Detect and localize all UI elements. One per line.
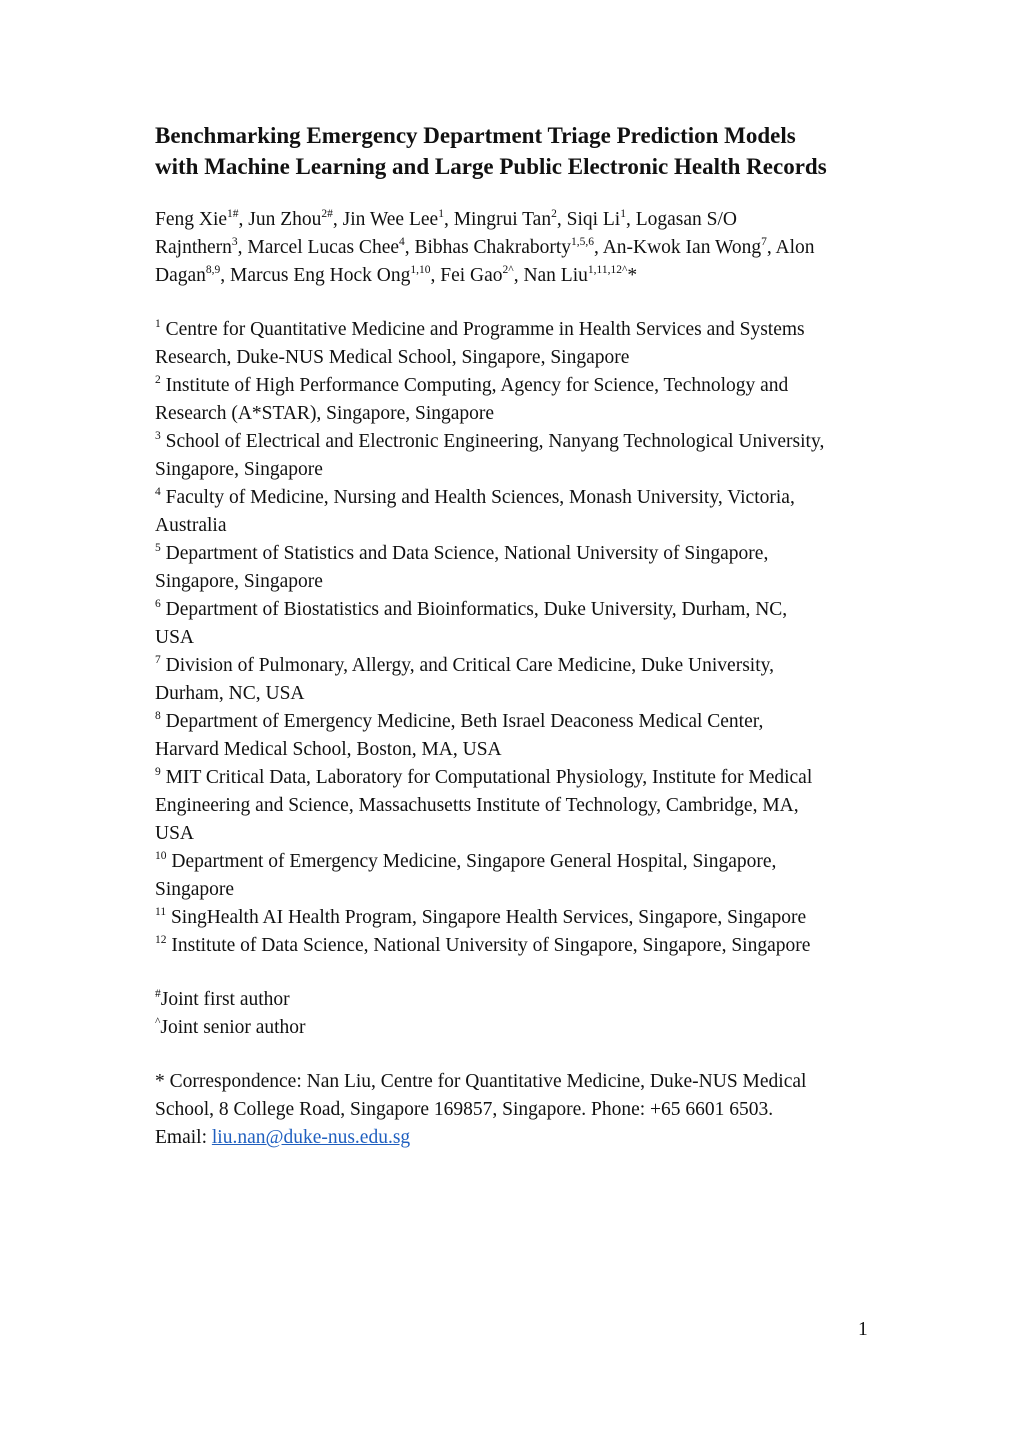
author-name-text: , Jun Zhou [238,209,322,230]
affiliation-line [155,624,885,652]
author-affiliation-marker: 1 [438,208,444,220]
affiliation-text: SingHealth AI Health Program, Singapore Health Services, Singapore, Singapore [170,907,807,928]
note-text: Joint first author [160,989,290,1010]
paper-title-line: Benchmarking Emergency Department Triage Prediction Models [155,123,796,148]
affiliation-item [155,596,885,652]
author-name-text: , Siqi Li [556,209,621,230]
author-affiliation-marker: 1,11,12^ [587,264,628,276]
affiliation-number: 8 [155,710,161,722]
affiliation-line [155,792,885,820]
affiliation-text: Harvard Medical School, Boston, MA, USA [155,739,502,760]
author-name-text: , Logasan S/O [625,209,738,230]
affiliation-text: Singapore, Singapore [155,571,323,592]
affiliation-line [155,736,885,764]
author-affiliation-marker: 1# [227,208,239,220]
affiliation-text: MIT Critical Data, Laboratory for Computational Physiology, Institute for Medical [165,767,813,788]
correspondence-line: * Correspondence: Nan Liu, Centre for Quantitative Medicine, Duke-NUS Medical [155,1071,807,1092]
paper-title [155,120,885,182]
affiliation-text: School of Electrical and Electronic Engineering, Nanyang Technological University, [165,431,825,452]
affiliation-line [155,344,885,372]
paper-title-line: with Machine Learning and Large Public Electronic Health Records [155,154,827,179]
affiliation-line [155,848,885,876]
author-affiliation-marker: 1,10 [410,264,431,276]
affiliation-item [155,540,885,596]
affiliation-text: Department of Emergency Medicine, Beth Israel Deaconess Medical Center, [165,711,764,732]
affiliation-item [155,904,885,932]
affiliation-item [155,372,885,428]
note-marker: ^ [155,1016,161,1028]
affiliation-item [155,316,885,372]
author-name-text: Feng Xie [155,209,228,230]
affiliation-line [155,764,885,792]
author-affiliation-marker: 7 [761,236,767,248]
affiliation-line [155,428,885,456]
affiliation-line [155,904,885,932]
author-name-text: , Marcus Eng Hock Ong [220,265,411,286]
affiliation-text: Division of Pulmonary, Allergy, and Critical Care Medicine, Duke University, [165,655,774,676]
author-name-text: Rajnthern [155,237,232,258]
affiliation-text: Singapore [155,879,235,900]
author-name-text: , An-Kwok Ian Wong [594,237,762,258]
affiliation-text: Research (A*STAR), Singapore, Singapore [155,403,495,424]
affiliation-line [155,540,885,568]
affiliation-line [155,596,885,624]
note-marker: # [155,988,161,1000]
affiliation-line [155,708,885,736]
author-line [155,206,885,234]
affiliation-line [155,568,885,596]
affiliation-line [155,680,885,708]
affiliation-line [155,932,885,960]
affiliation-text: Research, Duke-NUS Medical School, Singapore, Singapore [155,347,630,368]
email-link[interactable]: liu.nan@duke-nus.edu.sg [211,1127,411,1148]
correspondence-email-line [155,1124,885,1152]
affiliation-number: 2 [155,374,161,386]
affiliation-text: Engineering and Science, Massachusetts Institute of Technology, Cambridge, MA, [155,795,799,816]
affiliation-line [155,456,885,484]
author-list [155,206,885,290]
author-line [155,234,885,262]
paper-title-page [155,120,885,1152]
affiliation-number: 3 [155,430,161,442]
note-text: Joint senior author [160,1017,306,1038]
affiliation-item [155,484,885,540]
affiliation-line [155,876,885,904]
affiliation-number: 5 [155,542,161,554]
email-label: Email: [155,1127,212,1148]
affiliation-number: 6 [155,598,161,610]
affiliation-text: USA [155,627,195,648]
affiliation-line [155,652,885,680]
affiliation-item [155,708,885,764]
author-affiliation-marker: 1,5,6 [571,236,595,248]
affiliation-line [155,512,885,540]
correspondence-line: School, 8 College Road, Singapore 169857, Singapore. Phone: +65 6601 6503. [155,1099,774,1120]
affiliation-line [155,400,885,428]
author-name-text: , Mingrui Tan [443,209,552,230]
author-notes [155,986,885,1042]
affiliation-item [155,428,885,484]
affiliation-text: Durham, NC, USA [155,683,305,704]
author-line [155,262,885,290]
affiliation-item [155,848,885,904]
affiliation-line [155,316,885,344]
affiliation-number: 4 [155,486,161,498]
author-name-text: Dagan [155,265,206,286]
author-name-text: * [627,265,638,286]
author-name-text: , Bibhas Chakraborty [404,237,572,258]
affiliation-text: Department of Biostatistics and Bioinformatics, Duke University, Durham, NC, [165,599,788,620]
affiliation-list [155,316,885,960]
author-name-text: , Alon [766,237,815,258]
author-affiliation-marker: 1 [620,208,626,220]
author-affiliation-marker: 8,9 [205,264,221,276]
affiliation-text: USA [155,823,195,844]
affiliation-number: 11 [155,906,167,918]
affiliation-text: Centre for Quantitative Medicine and Programme in Health Services and Systems [165,319,805,340]
affiliation-line [155,372,885,400]
affiliation-text: Australia [155,515,227,536]
affiliation-number: 9 [155,766,161,778]
author-affiliation-marker: 3 [231,236,238,248]
author-affiliation-marker: 2 [551,208,557,220]
author-name-text: , Jin Wee Lee [332,209,439,230]
affiliation-number: 10 [155,850,167,862]
affiliation-text: Institute of High Performance Computing, Agency for Science, Technology and [165,375,789,396]
author-name-text: , Fei Gao [430,265,503,286]
correspondence-block [155,1068,885,1152]
affiliation-text: Department of Emergency Medicine, Singapore General Hospital, Singapore, [171,851,777,872]
author-name-text: , Nan Liu [513,265,588,286]
affiliation-number: 7 [155,654,161,666]
joint-senior-author-note [155,1014,885,1042]
affiliation-text: Institute of Data Science, National University of Singapore, Singapore, Singapore [171,935,811,956]
affiliation-line [155,484,885,512]
affiliation-line [155,820,885,848]
author-name-text: , Marcel Lucas Chee [237,237,399,258]
affiliation-text: Faculty of Medicine, Nursing and Health Sciences, Monash University, Victoria, [165,487,795,508]
author-affiliation-marker: 2# [321,208,333,220]
page-number: 1 [858,1319,868,1340]
affiliation-item [155,652,885,708]
joint-first-author-note [155,986,885,1014]
author-affiliation-marker: 4 [399,236,405,248]
author-affiliation-marker: 2^ [502,264,514,276]
affiliation-item [155,932,885,960]
affiliation-number: 12 [155,934,167,946]
affiliation-item [155,764,885,848]
affiliation-text: Singapore, Singapore [155,459,323,480]
affiliation-number: 1 [155,318,161,330]
affiliation-text: Department of Statistics and Data Science, National University of Singapore, [165,543,769,564]
